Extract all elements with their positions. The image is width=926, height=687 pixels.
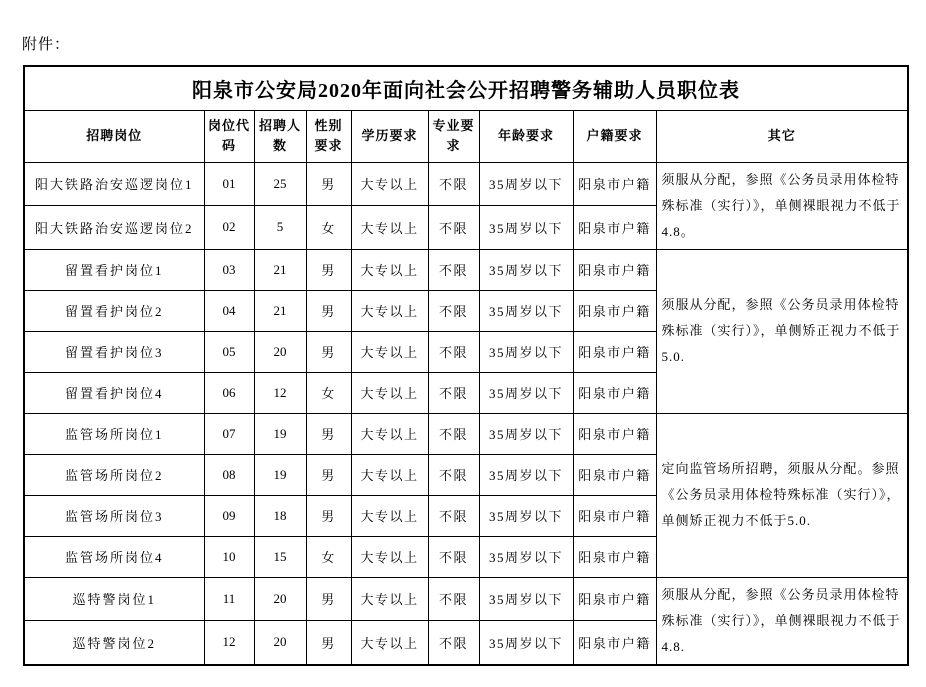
cell-residency: 阳泉市户籍 <box>573 372 656 413</box>
table-row <box>24 413 908 454</box>
cell-position: 监管场所岗位2 <box>24 454 204 495</box>
cell-code: 10 <box>204 536 254 577</box>
cell-gender: 男 <box>306 577 351 621</box>
column-header-position: 招聘岗位 <box>24 110 204 162</box>
cell-major: 不限 <box>428 290 479 331</box>
cell-education: 大专以上 <box>351 495 428 536</box>
cell-gender: 女 <box>306 206 351 250</box>
cell-gender: 男 <box>306 454 351 495</box>
cell-code: 09 <box>204 495 254 536</box>
cell-count: 21 <box>254 249 306 290</box>
column-header-count: 招聘人数 <box>254 110 306 162</box>
cell-position: 留置看护岗位2 <box>24 290 204 331</box>
cell-gender: 女 <box>306 372 351 413</box>
column-header-code: 岗位代码 <box>204 110 254 162</box>
column-header-residency: 户籍要求 <box>573 110 656 162</box>
cell-education: 大专以上 <box>351 290 428 331</box>
cell-position: 阳大铁路治安巡逻岗位1 <box>24 162 204 206</box>
table-body <box>24 162 908 665</box>
cell-code: 11 <box>204 577 254 621</box>
cell-code: 05 <box>204 331 254 372</box>
cell-residency: 阳泉市户籍 <box>573 249 656 290</box>
cell-major: 不限 <box>428 536 479 577</box>
cell-count: 18 <box>254 495 306 536</box>
cell-education: 大专以上 <box>351 413 428 454</box>
cell-age: 35周岁以下 <box>479 372 573 413</box>
cell-education: 大专以上 <box>351 454 428 495</box>
cell-position: 巡特警岗位2 <box>24 621 204 665</box>
cell-education: 大专以上 <box>351 621 428 665</box>
cell-major: 不限 <box>428 577 479 621</box>
cell-count: 25 <box>254 162 306 206</box>
cell-education: 大专以上 <box>351 536 428 577</box>
cell-position: 监管场所岗位1 <box>24 413 204 454</box>
cell-count: 12 <box>254 372 306 413</box>
cell-residency: 阳泉市户籍 <box>573 162 656 206</box>
cell-age: 35周岁以下 <box>479 331 573 372</box>
cell-count: 21 <box>254 290 306 331</box>
cell-code: 08 <box>204 454 254 495</box>
table-title-row <box>24 66 908 110</box>
cell-position: 巡特警岗位1 <box>24 577 204 621</box>
column-header-gender: 性别要求 <box>306 110 351 162</box>
table-row <box>24 162 908 206</box>
cell-remark: 须服从分配，参照《公务员录用体检特殊标准（实行）》，单侧裸眼视力不低于4.8。 <box>656 162 908 249</box>
cell-residency: 阳泉市户籍 <box>573 454 656 495</box>
cell-count: 19 <box>254 413 306 454</box>
cell-age: 35周岁以下 <box>479 536 573 577</box>
table-header-row <box>24 110 908 162</box>
cell-count: 20 <box>254 577 306 621</box>
cell-age: 35周岁以下 <box>479 495 573 536</box>
cell-position: 监管场所岗位4 <box>24 536 204 577</box>
cell-age: 35周岁以下 <box>479 249 573 290</box>
cell-count: 19 <box>254 454 306 495</box>
cell-age: 35周岁以下 <box>479 577 573 621</box>
column-header-other: 其它 <box>656 110 908 162</box>
cell-major: 不限 <box>428 372 479 413</box>
cell-code: 04 <box>204 290 254 331</box>
cell-age: 35周岁以下 <box>479 454 573 495</box>
cell-code: 01 <box>204 162 254 206</box>
cell-residency: 阳泉市户籍 <box>573 536 656 577</box>
cell-gender: 男 <box>306 413 351 454</box>
cell-code: 03 <box>204 249 254 290</box>
cell-residency: 阳泉市户籍 <box>573 206 656 250</box>
cell-code: 02 <box>204 206 254 250</box>
cell-residency: 阳泉市户籍 <box>573 495 656 536</box>
column-header-age: 年龄要求 <box>479 110 573 162</box>
cell-residency: 阳泉市户籍 <box>573 290 656 331</box>
cell-age: 35周岁以下 <box>479 290 573 331</box>
cell-code: 07 <box>204 413 254 454</box>
cell-gender: 男 <box>306 621 351 665</box>
cell-position: 留置看护岗位1 <box>24 249 204 290</box>
cell-major: 不限 <box>428 621 479 665</box>
cell-age: 35周岁以下 <box>479 413 573 454</box>
cell-code: 06 <box>204 372 254 413</box>
cell-remark: 须服从分配，参照《公务员录用体检特殊标准（实行）》，单侧矫正视力不低于5.0. <box>656 249 908 413</box>
table-title: 阳泉市公安局2020年面向社会公开招聘警务辅助人员职位表 <box>24 66 908 110</box>
column-header-education: 学历要求 <box>351 110 428 162</box>
table-row <box>24 577 908 621</box>
cell-education: 大专以上 <box>351 577 428 621</box>
cell-major: 不限 <box>428 249 479 290</box>
cell-education: 大专以上 <box>351 249 428 290</box>
cell-major: 不限 <box>428 413 479 454</box>
cell-residency: 阳泉市户籍 <box>573 577 656 621</box>
cell-remark: 须服从分配，参照《公务员录用体检特殊标准（实行）》，单侧裸眼视力不低于4.8. <box>656 577 908 665</box>
cell-gender: 男 <box>306 331 351 372</box>
cell-remark: 定向监管场所招聘，须服从分配。参照《公务员录用体检特殊标准（实行）》，单侧矫正视力不低于5.0. <box>656 413 908 577</box>
cell-count: 20 <box>254 331 306 372</box>
cell-residency: 阳泉市户籍 <box>573 413 656 454</box>
cell-gender: 男 <box>306 290 351 331</box>
cell-count: 20 <box>254 621 306 665</box>
cell-major: 不限 <box>428 206 479 250</box>
cell-position: 监管场所岗位3 <box>24 495 204 536</box>
cell-gender: 男 <box>306 495 351 536</box>
cell-major: 不限 <box>428 162 479 206</box>
cell-position: 留置看护岗位3 <box>24 331 204 372</box>
cell-position: 阳大铁路治安巡逻岗位2 <box>24 206 204 250</box>
job-positions-table <box>23 65 909 666</box>
cell-major: 不限 <box>428 495 479 536</box>
cell-age: 35周岁以下 <box>479 162 573 206</box>
cell-age: 35周岁以下 <box>479 206 573 250</box>
cell-major: 不限 <box>428 331 479 372</box>
table-row <box>24 249 908 290</box>
cell-education: 大专以上 <box>351 331 428 372</box>
cell-position: 留置看护岗位4 <box>24 372 204 413</box>
cell-gender: 男 <box>306 249 351 290</box>
cell-gender: 女 <box>306 536 351 577</box>
cell-gender: 男 <box>306 162 351 206</box>
column-header-major: 专业要求 <box>428 110 479 162</box>
cell-education: 大专以上 <box>351 206 428 250</box>
cell-residency: 阳泉市户籍 <box>573 331 656 372</box>
cell-education: 大专以上 <box>351 372 428 413</box>
attachment-label: 附件： <box>22 37 71 53</box>
cell-education: 大专以上 <box>351 162 428 206</box>
cell-code: 12 <box>204 621 254 665</box>
cell-count: 15 <box>254 536 306 577</box>
cell-residency: 阳泉市户籍 <box>573 621 656 665</box>
cell-major: 不限 <box>428 454 479 495</box>
cell-age: 35周岁以下 <box>479 621 573 665</box>
cell-count: 5 <box>254 206 306 250</box>
